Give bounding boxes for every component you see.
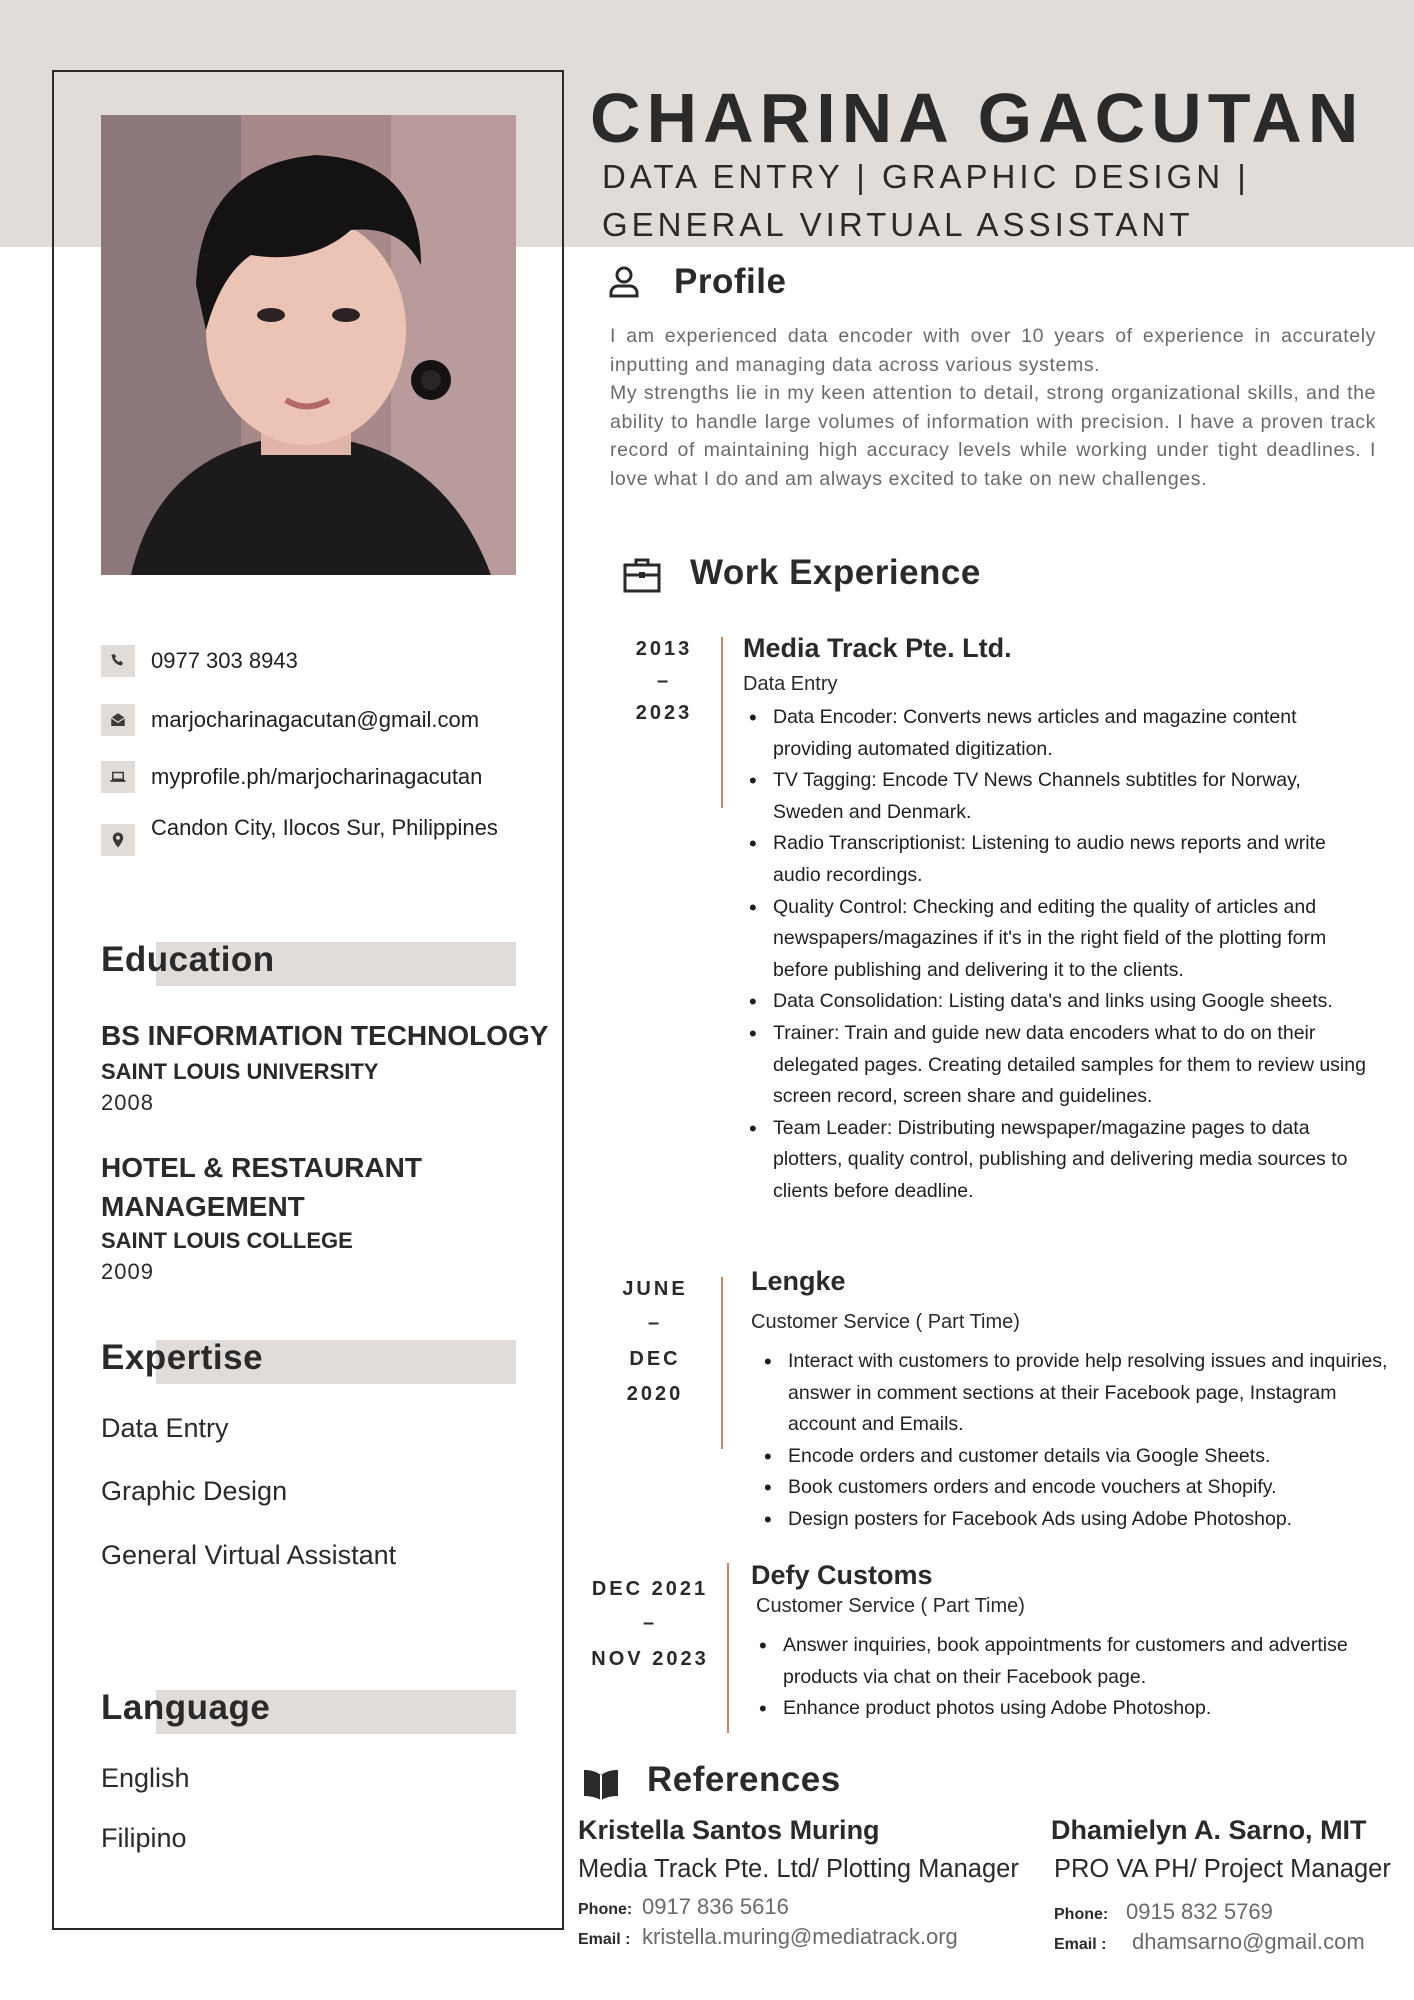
job-1-duties xyxy=(743,702,1373,1208)
location-pin-icon xyxy=(101,824,135,856)
job-2-role: Customer Service ( Part Time) xyxy=(751,1311,1020,1333)
expertise-item: Data Entry xyxy=(101,1413,229,1443)
expertise-item: General Virtual Assistant xyxy=(101,1540,397,1570)
subtitle-line-1: DATA ENTRY | GRAPHIC DESIGN | xyxy=(602,158,1250,195)
contact-email[interactable] xyxy=(101,704,479,736)
person-icon xyxy=(606,264,642,300)
job-2-date-start: JUNE xyxy=(622,1278,688,1300)
job-2-company: Lengke xyxy=(751,1266,846,1296)
job-3-role: Customer Service ( Part Time) xyxy=(756,1595,1025,1617)
education-year-2: 2009 xyxy=(101,1259,154,1284)
reference-2-org: PRO VA PH/ Project Manager xyxy=(1054,1855,1391,1883)
book-icon xyxy=(582,1766,620,1800)
profile-heading: Profile xyxy=(674,262,787,301)
list-item: • Radio Transcriptionist: Listening to audio news reports and write audio recordings. xyxy=(743,828,1373,891)
education-degree-2-line2: MANAGEMENT xyxy=(101,1191,305,1222)
email-link[interactable]: marjocharinagacutan@gmail.com xyxy=(151,707,480,732)
reference-1-org: Media Track Pte. Ltd/ Plotting Manager xyxy=(578,1855,1019,1883)
reference-2-phone: Phone: 0915 832 5769 xyxy=(1054,1899,1273,1924)
reference-2-email[interactable]: Email : dhamsarno@gmail.com xyxy=(1054,1929,1365,1954)
location-text: Candon City, Ilocos Sur, Philippines xyxy=(151,815,498,840)
education-year-1: 2008 xyxy=(101,1090,154,1115)
job-2-date-end-year: 2020 xyxy=(626,1383,684,1405)
expertise-item: Graphic Design xyxy=(101,1476,288,1506)
list-item: • Interact with customers to provide help resolving issues and inquiries, answer in comment sections at their Facebook page, Instagram account and Emails. xyxy=(758,1346,1388,1441)
list-item: • Book customers orders and encode vouchers at Shopify. xyxy=(758,1472,1388,1504)
reference-1-email[interactable]: Email : kristella.muring@mediatrack.org xyxy=(578,1924,958,1949)
candidate-name: CHARINA GACUTAN xyxy=(590,79,1365,157)
phone-icon xyxy=(101,645,135,677)
reference-1-phone: Phone: 0917 836 5616 xyxy=(578,1894,789,1919)
list-item: • Encode orders and customer details via Google Sheets. xyxy=(758,1441,1388,1473)
website-link[interactable]: myprofile.ph/marjocharinagacutan xyxy=(151,764,483,789)
list-item: • Design posters for Facebook Ads using Adobe Photoshop. xyxy=(758,1504,1388,1536)
reference-2-email-link[interactable]: dhamsarno@gmail.com xyxy=(1132,1929,1365,1954)
list-item: • Team Leader: Distributing newspaper/magazine pages to data plotters, quality control, publishing and delivering media sources to clients before deadline. xyxy=(743,1113,1373,1208)
job-2-timeline-line xyxy=(721,1277,723,1449)
job-1-company: Media Track Pte. Ltd. xyxy=(743,633,1012,663)
language-heading: Language xyxy=(101,1688,516,1734)
education-school-1: SAINT LOUIS UNIVERSITY xyxy=(101,1059,379,1084)
laptop-icon xyxy=(101,761,135,793)
education-heading: Education xyxy=(101,940,516,986)
job-2-date-end-month: DEC xyxy=(629,1348,681,1370)
job-2-duties xyxy=(758,1346,1388,1536)
job-3-date-end: NOV 2023 xyxy=(591,1648,709,1670)
job-3-date-sep: – xyxy=(642,1612,658,1634)
job-1-timeline-line xyxy=(721,637,723,808)
list-item: • Data Consolidation: Listing data's and links using Google sheets. xyxy=(743,986,1373,1018)
job-3-date-start: DEC 2021 xyxy=(591,1578,709,1600)
profile-paragraph-2: My strengths lie in my keen attention to detail, strong organizational skills, and the ability to handle large volumes of information with precision. I have a proven track record of maintaining high accuracy levels while working under tight deadlines. I love what I do and am always excited to take on new challenges. xyxy=(610,382,1376,490)
contact-phone xyxy=(101,645,298,677)
work-experience-heading: Work Experience xyxy=(690,553,981,592)
job-1-date-end: 2023 xyxy=(635,702,693,724)
list-item: • Data Encoder: Converts news articles and magazine content providing automated digitization. xyxy=(743,702,1373,765)
briefcase-icon xyxy=(622,556,662,594)
contact-website[interactable] xyxy=(101,761,482,793)
list-item: • Quality Control: Checking and editing the quality of articles and newspapers/magazines if it's in the right field of the plotting form before publishing and delivering it to the clients. xyxy=(743,892,1373,987)
language-item: Filipino xyxy=(101,1823,187,1853)
job-3-company: Defy Customs xyxy=(751,1560,933,1590)
profile-paragraph-1: I am experienced data encoder with over 10 years of experience in accurately inputting and managing data across various systems. xyxy=(610,325,1376,376)
reference-1-email-link[interactable]: kristella.muring@mediatrack.org xyxy=(642,1924,958,1949)
references-heading: References xyxy=(647,1760,841,1799)
education-school-2: SAINT LOUIS COLLEGE xyxy=(101,1228,353,1253)
education-degree-1: BS INFORMATION TECHNOLOGY xyxy=(101,1020,549,1051)
profile-summary xyxy=(610,322,1376,493)
phone-text: 0977 303 8943 xyxy=(151,648,298,673)
contact-location xyxy=(101,812,498,856)
reference-1-name: Kristella Santos Muring xyxy=(578,1815,880,1845)
subtitle-line-2: GENERAL VIRTUAL ASSISTANT xyxy=(602,206,1194,243)
job-1-role: Data Entry xyxy=(743,673,838,695)
reference-2-name: Dhamielyn A. Sarno, MIT xyxy=(1051,1815,1367,1845)
job-3-timeline-line xyxy=(727,1563,729,1733)
list-item: • Answer inquiries, book appointments for customers and advertise products via chat on their Facebook page. xyxy=(753,1630,1353,1693)
list-item: • Trainer: Train and guide new data encoders what to do on their delegated pages. Creating detailed samples for them to review using screen record, screen share and guidelines. xyxy=(743,1018,1373,1113)
education-degree-2-line1: HOTEL & RESTAURANT xyxy=(101,1152,422,1183)
profile-photo xyxy=(101,115,516,575)
list-item: • Enhance product photos using Adobe Photoshop. xyxy=(753,1693,1353,1725)
job-1-date-sep: – xyxy=(656,670,672,692)
list-item: • TV Tagging: Encode TV News Channels subtitles for Norway, Sweden and Denmark. xyxy=(743,765,1373,828)
envelope-icon xyxy=(101,704,135,736)
job-2-date-sep: – xyxy=(647,1312,663,1334)
job-1-date-start: 2013 xyxy=(635,638,693,660)
expertise-heading: Expertise xyxy=(101,1338,516,1384)
language-item: English xyxy=(101,1763,190,1793)
job-3-duties xyxy=(753,1630,1353,1725)
